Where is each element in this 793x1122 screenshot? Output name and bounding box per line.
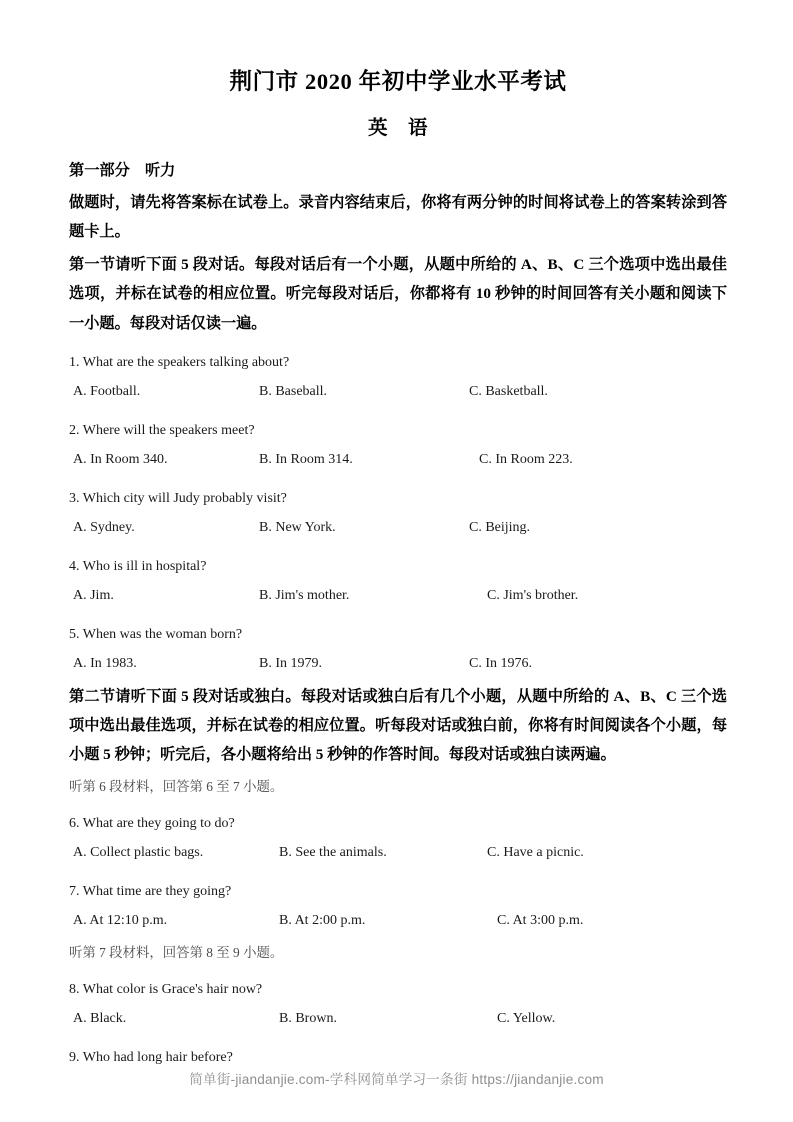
option-b[interactable]: B. Jim's mother. <box>259 587 350 603</box>
option-c[interactable]: C. Basketball. <box>469 383 548 399</box>
option-b[interactable]: B. In 1979. <box>259 655 322 671</box>
question-2-text: 2. Where will the speakers meet? <box>69 422 255 438</box>
part-one-heading: 第一部分 听力 <box>69 162 176 180</box>
option-b[interactable]: B. Baseball. <box>259 383 328 399</box>
question-9-text: 9. Who had long hair before? <box>69 1049 233 1065</box>
section-two-instruction: 第二节请听下面 5 段对话或独白。每段对话或独白后有几个小题，从题中所给的 A、B、C 三个选项中选出最佳选项，并标在试卷的相应位置。听每段对话或独白前，你将有时间阅读各个小题，每小题 5 秒钟；听完后，各小题将给出 5 秒钟的作答时间。每段对话或独白读两遍。 <box>69 687 727 764</box>
part-one-general-instruction: 做题时，请先将答案标在试卷上。录音内容结束后，你将有两分钟的时间将试卷上的答案转涂到答题卡上。 <box>69 193 727 240</box>
question-6-options <box>69 845 727 867</box>
option-b[interactable]: B. Brown. <box>279 1010 337 1026</box>
section-one-instruction: 第一节请听下面 5 段对话。每段对话后有一个小题，从题中所给的 A、B、C 三个选项中选出最佳选项，并标在试卷的相应位置。听完每段对话后，你都将有 10 秒钟的时间回答有关小题和阅读下一小题。每段对话仅读一遍。 <box>69 256 727 332</box>
listening-note-material-7: 听第 7 段材料，回答第 8 至 9 小题。 <box>69 945 284 961</box>
option-a[interactable]: A. Jim. <box>73 587 114 603</box>
question-1-options <box>69 384 727 406</box>
question-7-options <box>69 913 727 935</box>
question-6-text: 6. What are they going to do? <box>69 816 235 832</box>
option-c[interactable]: C. Have a picnic. <box>487 845 584 861</box>
footer-watermark: 简单街-jiandanjie.com-学科网简单学习一条街 https://jiandanjie.com <box>189 1072 604 1087</box>
option-b[interactable]: B. In Room 314. <box>259 451 353 467</box>
question-5-options <box>69 656 727 678</box>
page-title: 荆门市 2020 年初中学业水平考试 <box>229 69 567 94</box>
question-4-options <box>69 588 727 610</box>
option-b[interactable]: B. See the animals. <box>279 845 387 861</box>
option-a[interactable]: A. Collect plastic bags. <box>73 845 204 861</box>
option-c[interactable]: C. Jim's brother. <box>487 587 579 603</box>
option-a[interactable]: A. Sydney. <box>73 519 135 535</box>
page-subtitle: 英 语 <box>367 118 428 140</box>
option-c[interactable]: C. Yellow. <box>497 1010 556 1026</box>
question-3-text: 3. Which city will Judy probably visit? <box>69 490 287 506</box>
question-4-text: 4. Who is ill in hospital? <box>69 558 207 574</box>
option-c[interactable]: C. In 1976. <box>469 655 532 671</box>
listening-note-material-6: 听第 6 段材料，回答第 6 至 7 小题。 <box>69 779 284 795</box>
option-c[interactable]: C. At 3:00 p.m. <box>497 913 584 929</box>
document-content <box>69 0 727 1068</box>
option-c[interactable]: C. In Room 223. <box>479 451 573 467</box>
option-a[interactable]: A. At 12:10 p.m. <box>73 913 168 929</box>
option-c[interactable]: C. Beijing. <box>469 519 531 535</box>
option-b[interactable]: B. At 2:00 p.m. <box>279 913 366 929</box>
option-a[interactable]: A. Black. <box>73 1010 127 1026</box>
question-5-text: 5. When was the woman born? <box>69 626 243 642</box>
question-8-text: 8. What color is Grace's hair now? <box>69 981 263 997</box>
question-1-text: 1. What are the speakers talking about? <box>69 354 290 370</box>
option-a[interactable]: A. In Room 340. <box>73 451 168 467</box>
option-a[interactable]: A. In 1983. <box>73 655 137 671</box>
question-8-options <box>69 1011 727 1033</box>
option-a[interactable]: A. Football. <box>73 383 141 399</box>
question-3-options <box>69 520 727 542</box>
question-2-options <box>69 452 727 474</box>
question-7-text: 7. What time are they going? <box>69 884 232 900</box>
option-b[interactable]: B. New York. <box>259 519 336 535</box>
